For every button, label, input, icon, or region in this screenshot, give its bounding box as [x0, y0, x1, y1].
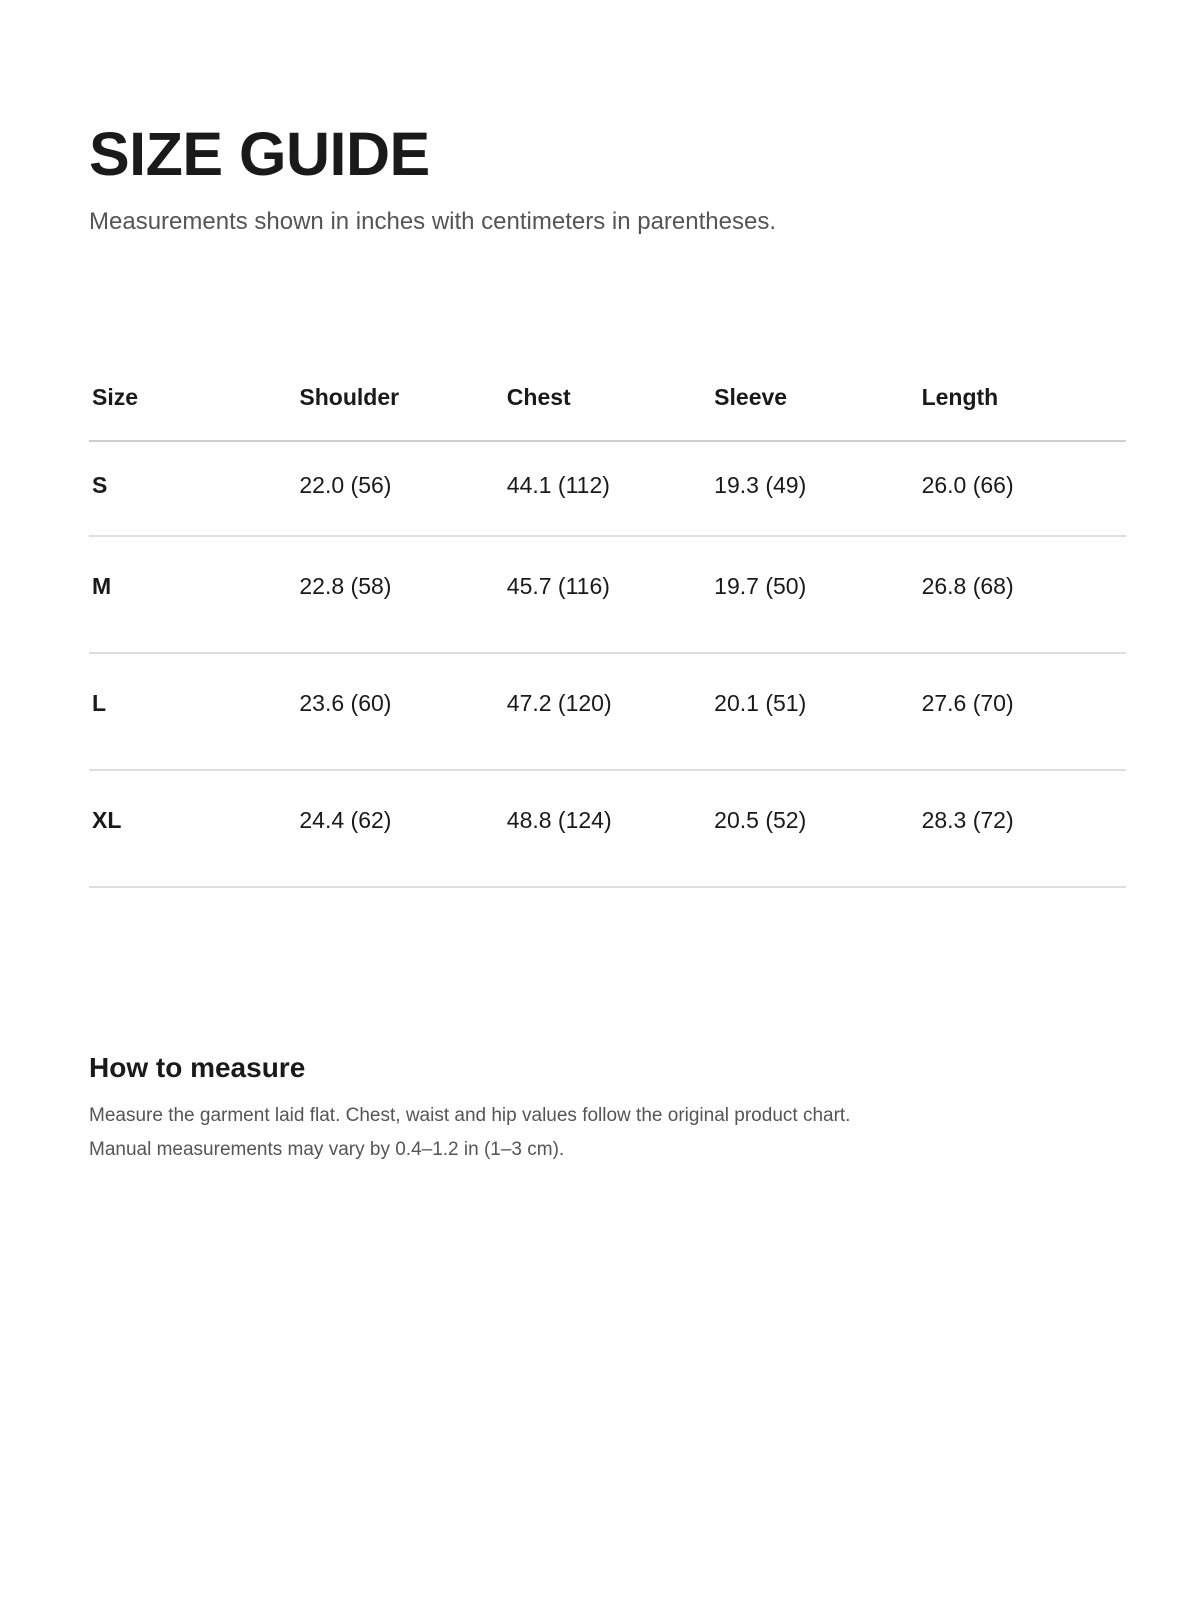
shoulder-cell: 23.6 (60)	[296, 653, 503, 770]
sleeve-cell: 20.5 (52)	[711, 770, 918, 887]
length-cell: 26.8 (68)	[919, 536, 1126, 653]
column-header-sleeve: Sleeve	[711, 355, 918, 441]
column-header-length: Length	[919, 355, 1126, 441]
column-header-size: Size	[89, 355, 296, 441]
length-cell: 28.3 (72)	[919, 770, 1126, 887]
page-title: SIZE GUIDE	[89, 120, 430, 188]
chest-cell: 47.2 (120)	[504, 653, 711, 770]
table-row	[89, 653, 1126, 770]
table-row	[89, 536, 1126, 653]
table-row	[89, 441, 1126, 536]
size-table	[89, 355, 1126, 888]
size-cell: XL	[89, 770, 296, 887]
table-header-row	[89, 355, 1126, 441]
how-to-measure-text: Manual measurements may vary by 0.4–1.2 in (1–3 cm).	[89, 1139, 565, 1160]
table-body	[89, 441, 1126, 887]
length-cell: 26.0 (66)	[919, 441, 1126, 536]
how-to-measure-text: Measure the garment laid flat. Chest, waist and hip values follow the original product chart.	[89, 1105, 851, 1126]
chest-cell: 44.1 (112)	[504, 441, 711, 536]
page-subtitle: Measurements shown in inches with centimeters in parentheses.	[89, 208, 776, 235]
how-to-measure-heading: How to measure	[89, 1052, 306, 1083]
chest-cell: 48.8 (124)	[504, 770, 711, 887]
shoulder-cell: 22.0 (56)	[296, 441, 503, 536]
size-cell: L	[89, 653, 296, 770]
column-header-chest: Chest	[504, 355, 711, 441]
size-cell: S	[89, 441, 296, 536]
length-cell: 27.6 (70)	[919, 653, 1126, 770]
table-header	[89, 355, 1126, 441]
shoulder-cell: 24.4 (62)	[296, 770, 503, 887]
size-cell: M	[89, 536, 296, 653]
shoulder-cell: 22.8 (58)	[296, 536, 503, 653]
sleeve-cell: 19.7 (50)	[711, 536, 918, 653]
sleeve-cell: 20.1 (51)	[711, 653, 918, 770]
column-header-shoulder: Shoulder	[296, 355, 503, 441]
table-row	[89, 770, 1126, 887]
sleeve-cell: 19.3 (49)	[711, 441, 918, 536]
chest-cell: 45.7 (116)	[504, 536, 711, 653]
